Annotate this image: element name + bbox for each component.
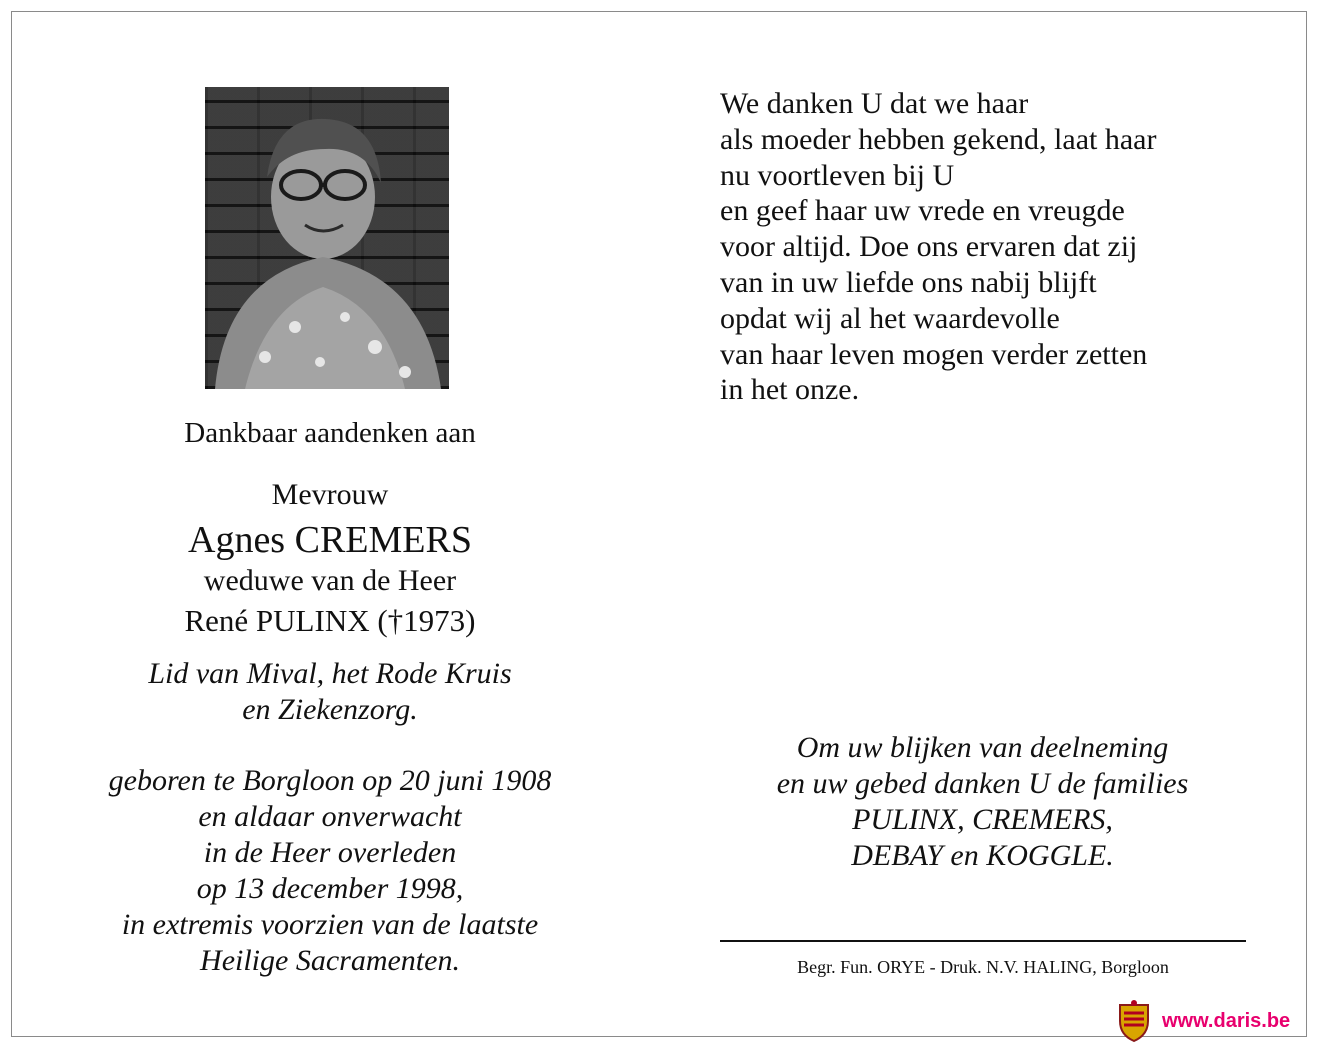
poem-line: als moeder hebben gekend, laat haar [720,122,1157,156]
thanks-line: en uw gebed danken U de families [776,767,1189,800]
watermark-site[interactable]: www.daris.be [1162,1009,1291,1032]
deceased-title: Mevrouw [271,478,389,511]
poem-line: We danken U dat we haar [720,87,1029,120]
deceased-name: Agnes CREMERS [188,519,472,561]
bio-line-2: en Ziekenzorg. [242,693,418,726]
life-line-3: in de Heer overleden [203,836,457,869]
life-line-2: en aldaar onverwacht [198,800,462,833]
life-line-5: in extremis voorzien van de laatste [121,908,539,941]
poem-line: in het onze. [720,373,860,407]
poem-line: van in uw liefde ons nabij blijft [720,265,1097,299]
thanks-line: Om uw blijken van deelneming [796,731,1169,764]
spouse-name: René PULINX (†1973) [184,603,476,638]
thanks-line: PULINX, CREMERS, [852,803,1113,836]
prayer-poem [720,86,1156,408]
watermark[interactable] [1116,998,1290,1044]
widow-line: weduwe van de Heer [203,564,457,597]
poem-line: nu voortleven bij U [720,158,955,192]
life-line-6: Heilige Sacramenten. [200,944,460,977]
poem-line: en geef haar uw vrede en vreugde [720,194,1125,228]
portrait-photo [205,87,449,389]
poem-line: voor altijd. Doe ons ervaren dat zij [720,230,1138,264]
poem-line: van haar leven mogen verder zetten [720,337,1148,371]
printer-credit: Begr. Fun. ORYE - Druk. N.V. HALING, Borgloon [797,957,1169,977]
coat-of-arms-icon [1116,999,1152,1043]
thanks-line: DEBAY en KOGGLE. [851,839,1114,872]
poem-line: opdat wij al het waardevolle [720,301,1060,335]
life-line-1: geboren te Borgloon op 20 juni 1908 [108,764,552,797]
greeting-line: Dankbaar aandenken aan [184,417,476,449]
family-thanks [740,730,1225,874]
life-line-4: op 13 december 1998, [196,872,464,905]
divider-rule [720,940,1246,942]
portrait-figure [205,87,449,389]
bio-line-1: Lid van Mival, het Rode Kruis [148,657,512,690]
